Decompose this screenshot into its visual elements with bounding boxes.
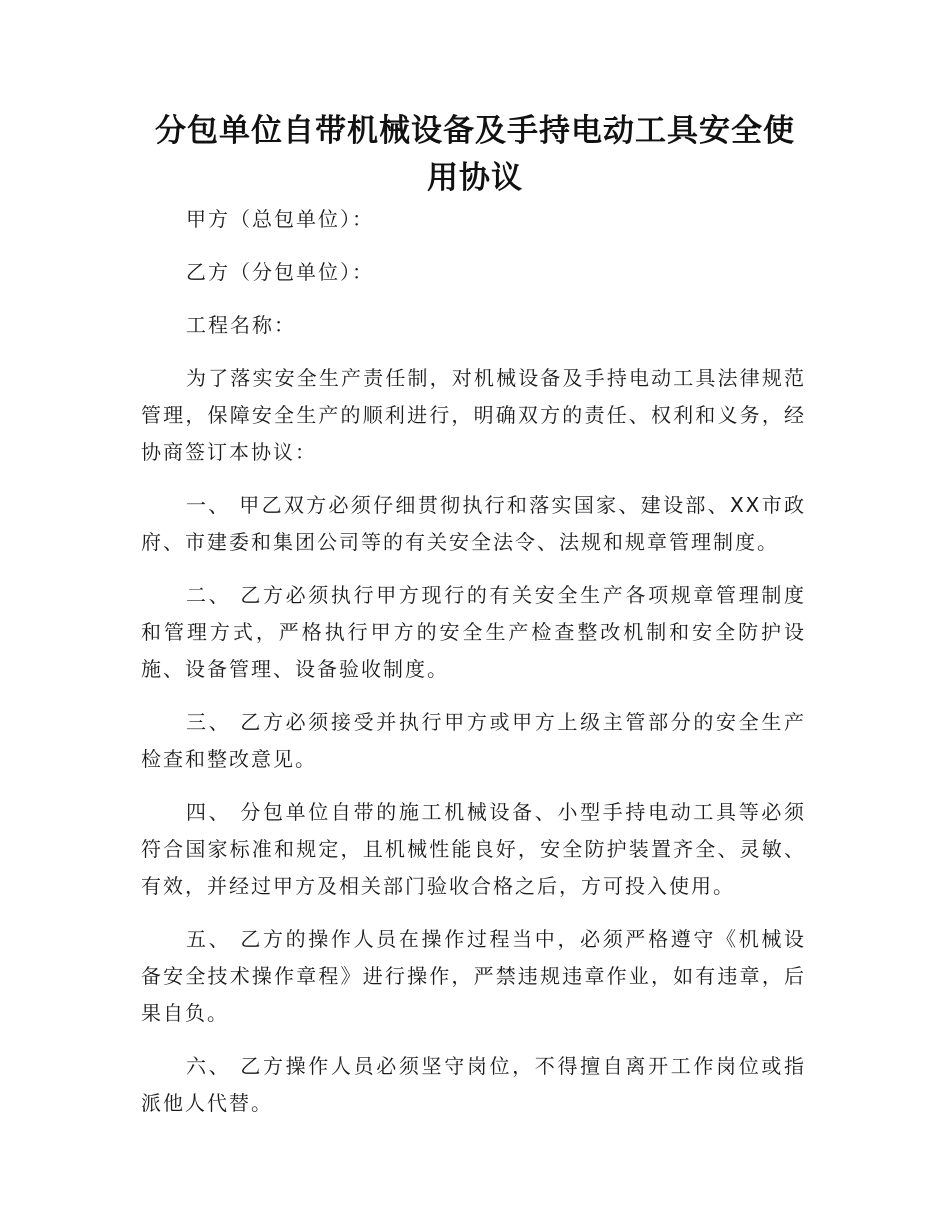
clause-4: 四、 分包单位自带的施工机械设备、小型手持电动工具等必须符合国家标准和规定，且机械性能良好，安全防护装置齐全、灵敏、有效，并经过甲方及相关部门验收合格之后，方可投入使用。: [141, 800, 806, 898]
document-body: [141, 201, 806, 1138]
party-b-field: 乙方（分包单位）：: [186, 260, 374, 284]
intro-paragraph: 为了落实安全生产责任制，对机械设备及手持电动工具法律规范管理，保障安全生产的顺利进行，明确双方的责任、权利和义务，经协商签订本协议：: [141, 366, 806, 464]
party-a-field: 甲方（总包单位）：: [186, 207, 374, 231]
clause-3: 三、 乙方必须接受并执行甲方或甲方上级主管部分的安全生产检查和整改意见。: [141, 710, 806, 771]
document-title: 分包单位自带机械设备及手持电动工具安全使用协议: [155, 113, 795, 196]
clause-5: 五、 乙方的操作人员在操作过程当中，必须严格遵守《机械设备安全技术操作章程》进行操作，严禁违规违章作业，如有违章，后果自负。: [141, 927, 806, 1025]
clause-6: 六、 乙方操作人员必须坚守岗位，不得擅自离开工作岗位或指派他人代替。: [141, 1054, 806, 1115]
clause-2: 二、 乙方必须执行甲方现行的有关安全生产各项规章管理制度和管理方式，严格执行甲方的安全生产检查整改机制和安全防护设施、设备管理、设备验收制度。: [141, 583, 806, 681]
project-name-field: 工程名称：: [186, 313, 296, 337]
clause-1: 一、 甲乙双方必须仔细贯彻执行和落实国家、建设部、XX市政府、市建委和集团公司等的有关安全法令、法规和规章管理制度。: [141, 493, 806, 554]
